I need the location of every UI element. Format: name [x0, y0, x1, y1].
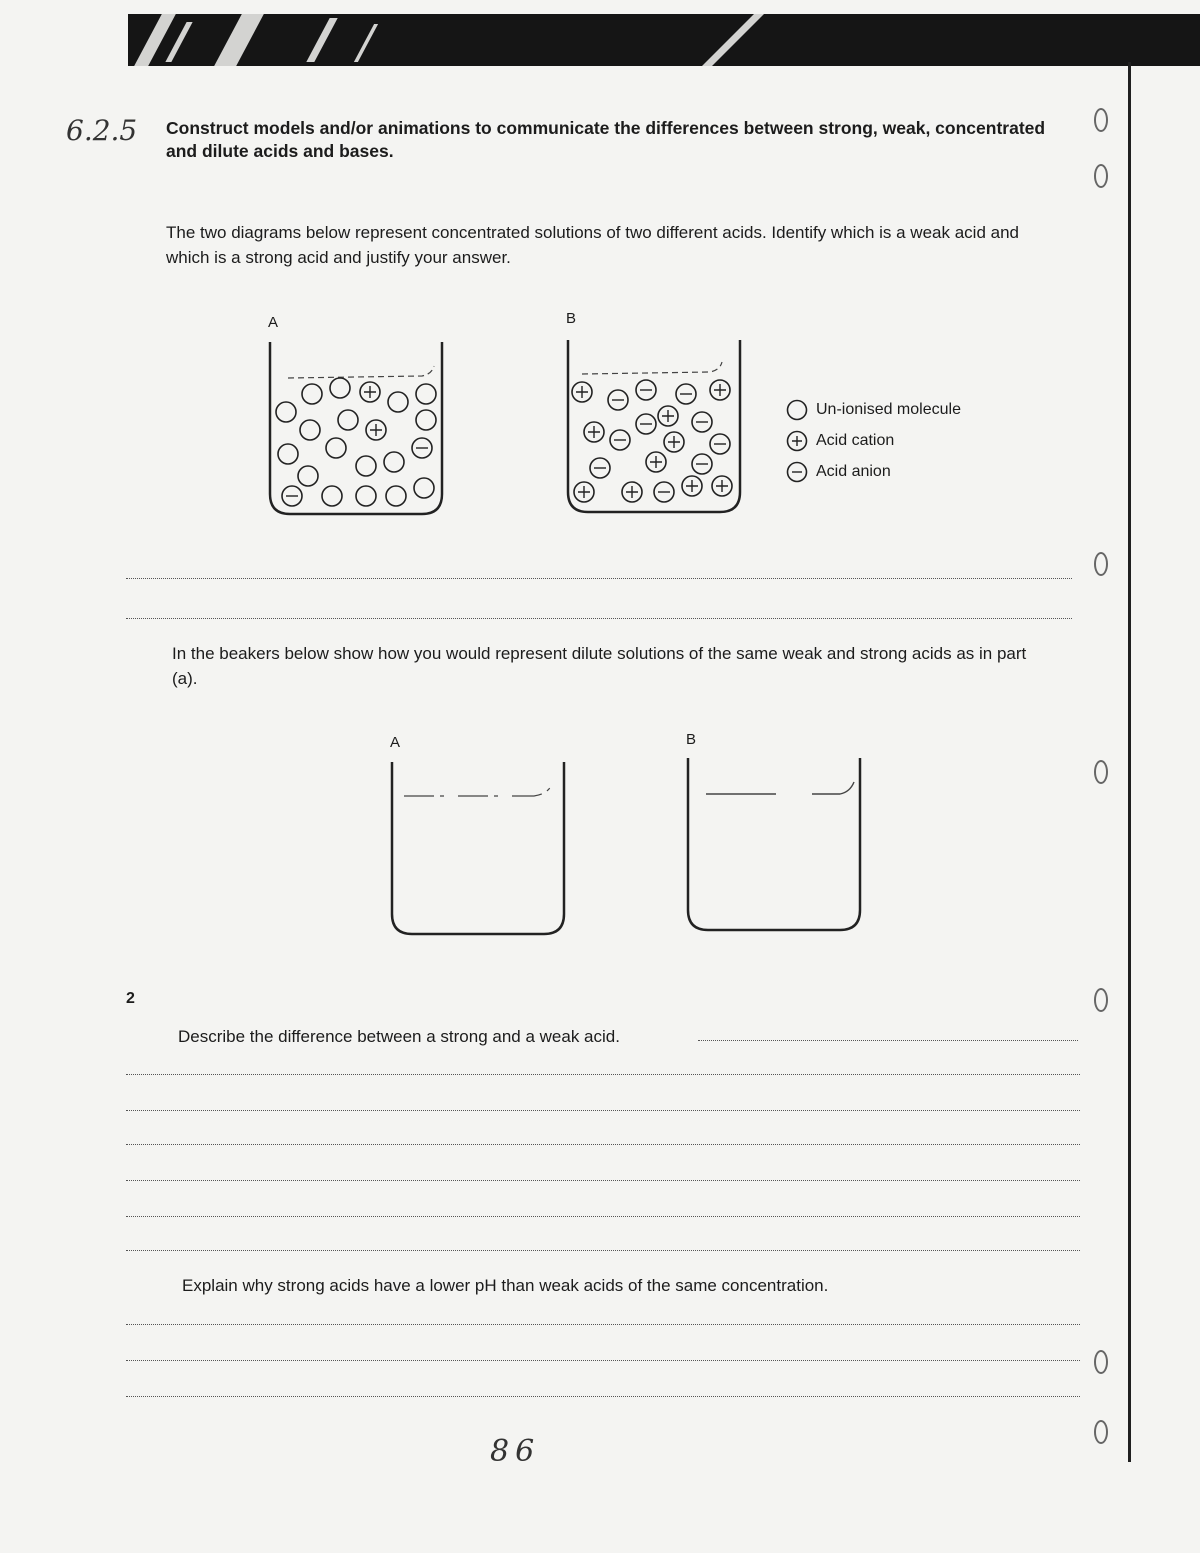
- answer-line[interactable]: [126, 1180, 1080, 1181]
- beaker-b-concentrated: [560, 334, 750, 520]
- acid-cation: [584, 422, 604, 442]
- margin-mark-icon: [1094, 552, 1116, 578]
- dilute-beaker-b-label: B: [686, 731, 697, 748]
- acid-cation: [710, 380, 730, 400]
- answer-line[interactable]: [126, 1360, 1080, 1361]
- dilute-beaker-a-label: A: [390, 734, 401, 751]
- beaker-a-label: A: [268, 314, 279, 331]
- acid-anion: [654, 482, 674, 502]
- acid-cation: [658, 406, 678, 426]
- acid-anion: [676, 384, 696, 404]
- answer-line[interactable]: [698, 1040, 1078, 1041]
- legend-label: Acid cation: [816, 431, 895, 449]
- neutral-molecule: [356, 486, 376, 506]
- margin-mark-icon: [1094, 108, 1116, 134]
- question-heading: Construct models and/or animations to communicate the differences between strong, weak, concentrated and dilute acids and bases.: [166, 118, 1046, 161]
- legend-item-neutral: [786, 394, 961, 425]
- question-2-number: 2: [126, 990, 135, 1007]
- answer-line[interactable]: [126, 1216, 1080, 1217]
- neutral-molecule: [384, 452, 404, 472]
- neutral-molecule: [276, 402, 296, 422]
- neutral-molecule: [302, 384, 322, 404]
- beaker-b-label: B: [566, 310, 577, 327]
- answer-line[interactable]: [126, 1250, 1080, 1251]
- answer-line[interactable]: [126, 1110, 1080, 1111]
- answer-line[interactable]: [126, 1144, 1080, 1145]
- beaker-a-concentrated: [262, 336, 452, 522]
- neutral-molecule: [356, 456, 376, 476]
- neutral-molecule: [300, 420, 320, 440]
- acid-anion: [710, 434, 730, 454]
- margin-mark-icon: [1094, 164, 1116, 190]
- dilute-beaker-a[interactable]: [384, 756, 574, 942]
- minus-ion-icon: [786, 461, 808, 483]
- handwritten-question-number: 6.2.5: [66, 114, 138, 147]
- answer-line[interactable]: [126, 1324, 1080, 1325]
- neutral-molecule: [416, 384, 436, 404]
- plus-ion-icon: [786, 430, 808, 452]
- acid-cation: [360, 382, 380, 402]
- acid-cation: [366, 420, 386, 440]
- acid-anion: [610, 430, 630, 450]
- q2-part-b-prompt: Explain why strong acids have a lower pH than weak acids of the same concentration.: [182, 1276, 829, 1295]
- margin-mark-icon: [1094, 988, 1116, 1014]
- acid-cation: [682, 476, 702, 496]
- margin-mark-icon: [1094, 1420, 1116, 1446]
- q2-part-a-prompt: Describe the difference between a strong and a weak acid.: [178, 1027, 620, 1046]
- answer-line[interactable]: [126, 1396, 1080, 1397]
- answer-line[interactable]: [126, 1074, 1080, 1075]
- particle-legend: [786, 394, 961, 487]
- acid-anion: [636, 380, 656, 400]
- neutral-molecule: [298, 466, 318, 486]
- legend-item-cation: [786, 425, 961, 456]
- neutral-molecule: [388, 392, 408, 412]
- acid-anion: [636, 414, 656, 434]
- acid-cation: [712, 476, 732, 496]
- acid-anion: [282, 486, 302, 506]
- acid-anion: [692, 412, 712, 432]
- neutral-molecule: [416, 410, 436, 430]
- answer-line[interactable]: [126, 578, 1072, 579]
- acid-anion: [608, 390, 628, 410]
- acid-cation: [622, 482, 642, 502]
- neutral-molecule-icon: [786, 399, 808, 421]
- margin-mark-icon: [1094, 1350, 1116, 1376]
- header-band: [128, 14, 1200, 66]
- neutral-molecule: [330, 378, 350, 398]
- page-right-border: [1128, 62, 1131, 1462]
- margin-mark-icon: [1094, 760, 1116, 786]
- legend-item-anion: [786, 456, 961, 487]
- answer-line[interactable]: [126, 618, 1072, 619]
- neutral-molecule: [414, 478, 434, 498]
- acid-cation: [646, 452, 666, 472]
- part-b-prompt: In the beakers below show how you would represent dilute solutions of the same weak and strong acids as in part (a).: [172, 644, 1027, 688]
- acid-cation: [574, 482, 594, 502]
- acid-cation: [664, 432, 684, 452]
- acid-anion: [692, 454, 712, 474]
- dilute-beaker-b[interactable]: [680, 752, 870, 938]
- acid-anion: [590, 458, 610, 478]
- neutral-molecule: [338, 410, 358, 430]
- neutral-molecule: [386, 486, 406, 506]
- handwritten-page-number: 86: [490, 1434, 541, 1469]
- neutral-molecule: [278, 444, 298, 464]
- legend-label: Acid anion: [816, 462, 891, 480]
- acid-anion: [412, 438, 432, 458]
- neutral-molecule: [322, 486, 342, 506]
- neutral-molecule: [326, 438, 346, 458]
- legend-label: Un-ionised molecule: [816, 400, 961, 418]
- part-a-prompt: The two diagrams below represent concentrated solutions of two different acids. Identify which is a weak acid and which is a strong acid and justify your answer.: [166, 223, 1019, 267]
- acid-cation: [572, 382, 592, 402]
